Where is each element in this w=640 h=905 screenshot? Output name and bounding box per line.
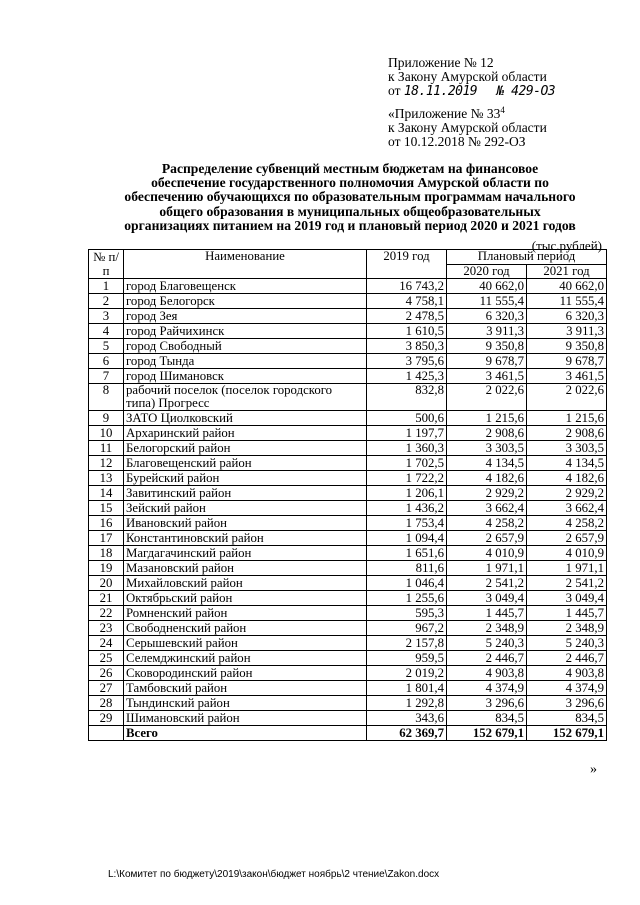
row-value-2020: 3 303,5 bbox=[447, 441, 527, 456]
row-num: 20 bbox=[89, 576, 124, 591]
row-value-2020: 3 296,6 bbox=[447, 696, 527, 711]
row-value-2019: 2 157,8 bbox=[367, 636, 447, 651]
total-2019: 62 369,7 bbox=[367, 726, 447, 741]
row-value-2019: 1 425,3 bbox=[367, 369, 447, 384]
row-num: 12 bbox=[89, 456, 124, 471]
row-name: Октябрьский район bbox=[124, 591, 367, 606]
row-name: Сковородинский район bbox=[124, 666, 367, 681]
row-value-2020: 6 320,3 bbox=[447, 309, 527, 324]
row-name: Магдагачинский район bbox=[124, 546, 367, 561]
row-value-2021: 3 461,5 bbox=[527, 369, 607, 384]
row-name: ЗАТО Циолковский bbox=[124, 411, 367, 426]
original-appendix-number: «Приложение № $33^4$ bbox=[388, 105, 505, 121]
row-value-2021: 4 258,2 bbox=[527, 516, 607, 531]
row-num: 29 bbox=[89, 711, 124, 726]
header-num: № п/п bbox=[89, 250, 124, 279]
row-name: Бурейский район bbox=[124, 471, 367, 486]
closing-quote: » bbox=[590, 762, 597, 777]
table-row bbox=[89, 426, 607, 441]
row-num: 1 bbox=[89, 279, 124, 294]
row-value-2020: 4 134,5 bbox=[447, 456, 527, 471]
table-row bbox=[89, 354, 607, 369]
row-value-2019: 3 795,6 bbox=[367, 354, 447, 369]
row-value-2019: 1 094,4 bbox=[367, 531, 447, 546]
row-value-2019: 1 292,8 bbox=[367, 696, 447, 711]
row-value-2019: 1 610,5 bbox=[367, 324, 447, 339]
row-num: 4 bbox=[89, 324, 124, 339]
row-value-2020: 5 240,3 bbox=[447, 636, 527, 651]
row-value-2021: 6 320,3 bbox=[527, 309, 607, 324]
appendix-superscript: 4 bbox=[500, 105, 505, 115]
row-value-2020: 3 049,4 bbox=[447, 591, 527, 606]
row-value-2020: 3 662,4 bbox=[447, 501, 527, 516]
header-2021: 2021 год bbox=[527, 264, 607, 279]
row-value-2021: 3 303,5 bbox=[527, 441, 607, 456]
law-reference: к Закону Амурской области bbox=[388, 69, 547, 84]
row-value-2021: 40 662,0 bbox=[527, 279, 607, 294]
table-row bbox=[89, 711, 607, 726]
row-value-2021: 2 929,2 bbox=[527, 486, 607, 501]
table-row bbox=[89, 621, 607, 636]
row-num: 11 bbox=[89, 441, 124, 456]
table-row bbox=[89, 384, 607, 411]
row-value-2019: 16 743,2 bbox=[367, 279, 447, 294]
row-num: 6 bbox=[89, 354, 124, 369]
row-name: Белогорский район bbox=[124, 441, 367, 456]
row-num: 17 bbox=[89, 531, 124, 546]
row-name: Тамбовский район bbox=[124, 681, 367, 696]
row-name: город Благовещенск bbox=[124, 279, 367, 294]
row-num: 10 bbox=[89, 426, 124, 441]
row-value-2020: 11 555,4 bbox=[447, 294, 527, 309]
row-value-2021: 3 049,4 bbox=[527, 591, 607, 606]
row-value-2021: 1 971,1 bbox=[527, 561, 607, 576]
row-value-2020: 1 971,1 bbox=[447, 561, 527, 576]
row-value-2021: 11 555,4 bbox=[527, 294, 607, 309]
row-name: Благовещенский район bbox=[124, 456, 367, 471]
row-num: 15 bbox=[89, 501, 124, 516]
row-value-2020: 2 348,9 bbox=[447, 621, 527, 636]
row-value-2020: 2 908,6 bbox=[447, 426, 527, 441]
table-row bbox=[89, 309, 607, 324]
row-value-2020: 4 374,9 bbox=[447, 681, 527, 696]
row-num: 27 bbox=[89, 681, 124, 696]
row-num: 3 bbox=[89, 309, 124, 324]
table-row bbox=[89, 279, 607, 294]
row-name: Селемджинский район bbox=[124, 651, 367, 666]
row-value-2019: 1 197,7 bbox=[367, 426, 447, 441]
row-num: 21 bbox=[89, 591, 124, 606]
table-row bbox=[89, 486, 607, 501]
row-num: 2 bbox=[89, 294, 124, 309]
subsidies-table bbox=[88, 249, 607, 741]
row-value-2021: 4 010,9 bbox=[527, 546, 607, 561]
row-value-2020: 2 657,9 bbox=[447, 531, 527, 546]
table-row bbox=[89, 636, 607, 651]
table-row bbox=[89, 606, 607, 621]
row-value-2020: 40 662,0 bbox=[447, 279, 527, 294]
row-num: 23 bbox=[89, 621, 124, 636]
table-row bbox=[89, 294, 607, 309]
row-value-2021: 9 350,8 bbox=[527, 339, 607, 354]
row-value-2020: 9 678,7 bbox=[447, 354, 527, 369]
row-value-2020: 1 215,6 bbox=[447, 411, 527, 426]
row-name: Мазановский район bbox=[124, 561, 367, 576]
row-name: Архаринский район bbox=[124, 426, 367, 441]
row-value-2021: 2 348,9 bbox=[527, 621, 607, 636]
row-value-2019: 811,6 bbox=[367, 561, 447, 576]
table-row bbox=[89, 576, 607, 591]
row-num: 22 bbox=[89, 606, 124, 621]
document-title: Распределение субвенций местным бюджетам на финансовое обеспечение государственного полномочия Амурской области по обеспечению обучающихся по образовательным программам начального общего образования в муниципальных общеобразовательных организациях питанием на 2019 год и плановый период 2020 и 2021 годов bbox=[124, 161, 576, 233]
table-row bbox=[89, 546, 607, 561]
table-row bbox=[89, 531, 607, 546]
row-value-2019: 1 436,2 bbox=[367, 501, 447, 516]
row-value-2021: 2 022,6 bbox=[527, 384, 607, 411]
row-name: Тындинский район bbox=[124, 696, 367, 711]
row-value-2019: 500,6 bbox=[367, 411, 447, 426]
handwritten-date: 18.11.2019 bbox=[403, 84, 478, 99]
row-value-2020: 2 022,6 bbox=[447, 384, 527, 411]
table-row bbox=[89, 369, 607, 384]
row-value-2019: 595,3 bbox=[367, 606, 447, 621]
row-value-2021: 3 662,4 bbox=[527, 501, 607, 516]
row-value-2021: 4 903,8 bbox=[527, 666, 607, 681]
total-2021: 152 679,1 bbox=[527, 726, 607, 741]
table-row bbox=[89, 441, 607, 456]
row-num: 9 bbox=[89, 411, 124, 426]
row-value-2021: 834,5 bbox=[527, 711, 607, 726]
table-row bbox=[89, 651, 607, 666]
row-value-2019: 343,6 bbox=[367, 711, 447, 726]
row-value-2021: 2 541,2 bbox=[527, 576, 607, 591]
row-value-2019: 832,8 bbox=[367, 384, 447, 411]
row-value-2019: 3 850,3 bbox=[367, 339, 447, 354]
row-value-2019: 4 758,1 bbox=[367, 294, 447, 309]
row-value-2019: 959,5 bbox=[367, 651, 447, 666]
row-value-2021: 2 446,7 bbox=[527, 651, 607, 666]
row-value-2019: 1 255,6 bbox=[367, 591, 447, 606]
row-value-2021: 2 657,9 bbox=[527, 531, 607, 546]
row-num: 5 bbox=[89, 339, 124, 354]
row-value-2021: 4 134,5 bbox=[527, 456, 607, 471]
row-value-2021: 1 445,7 bbox=[527, 606, 607, 621]
row-value-2020: 4 903,8 bbox=[447, 666, 527, 681]
row-name: город Свободный bbox=[124, 339, 367, 354]
row-value-2021: 3 296,6 bbox=[527, 696, 607, 711]
row-value-2019: 1 360,3 bbox=[367, 441, 447, 456]
row-value-2019: 1 046,4 bbox=[367, 576, 447, 591]
row-name: город Райчихинск bbox=[124, 324, 367, 339]
row-value-2021: 4 182,6 bbox=[527, 471, 607, 486]
row-num: 24 bbox=[89, 636, 124, 651]
table-row bbox=[89, 561, 607, 576]
row-num: 26 bbox=[89, 666, 124, 681]
row-name: город Белогорск bbox=[124, 294, 367, 309]
table-row bbox=[89, 456, 607, 471]
row-name: Константиновский район bbox=[124, 531, 367, 546]
row-value-2020: 2 541,2 bbox=[447, 576, 527, 591]
row-num: 25 bbox=[89, 651, 124, 666]
appendix-header-current bbox=[388, 56, 618, 99]
row-value-2019: 967,2 bbox=[367, 621, 447, 636]
header-planned-period: Плановый период bbox=[447, 250, 607, 265]
row-value-2020: 9 350,8 bbox=[447, 339, 527, 354]
row-value-2020: 2 929,2 bbox=[447, 486, 527, 501]
units-label: (тыс.рублей) bbox=[531, 238, 602, 253]
table-row bbox=[89, 696, 607, 711]
row-value-2019: 1 801,4 bbox=[367, 681, 447, 696]
row-num: 8 bbox=[89, 384, 124, 411]
row-name: Завитинский район bbox=[124, 486, 367, 501]
row-num: 16 bbox=[89, 516, 124, 531]
row-value-2019: 2 019,2 bbox=[367, 666, 447, 681]
table-row bbox=[89, 324, 607, 339]
row-name: Серышевский район bbox=[124, 636, 367, 651]
row-value-2021: 2 908,6 bbox=[527, 426, 607, 441]
table-row bbox=[89, 339, 607, 354]
total-row bbox=[89, 726, 607, 741]
original-law-date: от 10.12.2018 № 292-ОЗ bbox=[388, 134, 526, 149]
row-value-2020: 4 182,6 bbox=[447, 471, 527, 486]
row-name: Свободненский район bbox=[124, 621, 367, 636]
row-name: Ивановский район bbox=[124, 516, 367, 531]
handwritten-law-number: № 429-ОЗ bbox=[496, 84, 556, 99]
row-value-2019: 1 702,5 bbox=[367, 456, 447, 471]
table-row bbox=[89, 591, 607, 606]
row-name: рабочий поселок (поселок городского типа) Прогресс bbox=[124, 384, 367, 411]
header-2020: 2020 год bbox=[447, 264, 527, 279]
row-value-2019: 2 478,5 bbox=[367, 309, 447, 324]
row-num: 14 bbox=[89, 486, 124, 501]
law-date-line bbox=[388, 84, 618, 99]
appendix-number: Приложение № 12 bbox=[388, 55, 494, 70]
header-name: Наименование bbox=[124, 250, 367, 279]
row-value-2020: 834,5 bbox=[447, 711, 527, 726]
row-value-2020: 4 010,9 bbox=[447, 546, 527, 561]
row-value-2019: 1 753,4 bbox=[367, 516, 447, 531]
total-2020: 152 679,1 bbox=[447, 726, 527, 741]
table-row bbox=[89, 681, 607, 696]
row-name: Михайловский район bbox=[124, 576, 367, 591]
row-name: Зейский район bbox=[124, 501, 367, 516]
row-value-2019: 1 206,1 bbox=[367, 486, 447, 501]
total-label: Всего bbox=[124, 726, 367, 741]
row-name: город Шимановск bbox=[124, 369, 367, 384]
row-num: 19 bbox=[89, 561, 124, 576]
appendix-header-original bbox=[388, 107, 618, 149]
row-value-2021: 9 678,7 bbox=[527, 354, 607, 369]
header-2019: 2019 год bbox=[367, 250, 447, 279]
row-name: Ромненский район bbox=[124, 606, 367, 621]
row-value-2020: 3 461,5 bbox=[447, 369, 527, 384]
row-name: город Тында bbox=[124, 354, 367, 369]
original-law-reference: к Закону Амурской области bbox=[388, 120, 547, 135]
table-row bbox=[89, 411, 607, 426]
row-num: 7 bbox=[89, 369, 124, 384]
row-value-2021: 4 374,9 bbox=[527, 681, 607, 696]
row-value-2020: 4 258,2 bbox=[447, 516, 527, 531]
row-num: 18 bbox=[89, 546, 124, 561]
table-row bbox=[89, 471, 607, 486]
row-name: Шимановский район bbox=[124, 711, 367, 726]
table-row bbox=[89, 501, 607, 516]
row-value-2020: 3 911,3 bbox=[447, 324, 527, 339]
row-value-2021: 5 240,3 bbox=[527, 636, 607, 651]
row-value-2020: 1 445,7 bbox=[447, 606, 527, 621]
row-value-2020: 2 446,7 bbox=[447, 651, 527, 666]
total-num bbox=[89, 726, 124, 741]
row-value-2021: 1 215,6 bbox=[527, 411, 607, 426]
row-name: город Зея bbox=[124, 309, 367, 324]
row-num: 28 bbox=[89, 696, 124, 711]
row-value-2021: 3 911,3 bbox=[527, 324, 607, 339]
file-path-footer: L:\Комитет по бюджету\2019\закон\бюджет ноябрь\2 чтение\Zakon.docx bbox=[108, 869, 440, 880]
row-num: 13 bbox=[89, 471, 124, 486]
table-row bbox=[89, 666, 607, 681]
row-value-2019: 1 722,2 bbox=[367, 471, 447, 486]
row-value-2019: 1 651,6 bbox=[367, 546, 447, 561]
table-row bbox=[89, 516, 607, 531]
date-prefix: от bbox=[388, 83, 401, 98]
